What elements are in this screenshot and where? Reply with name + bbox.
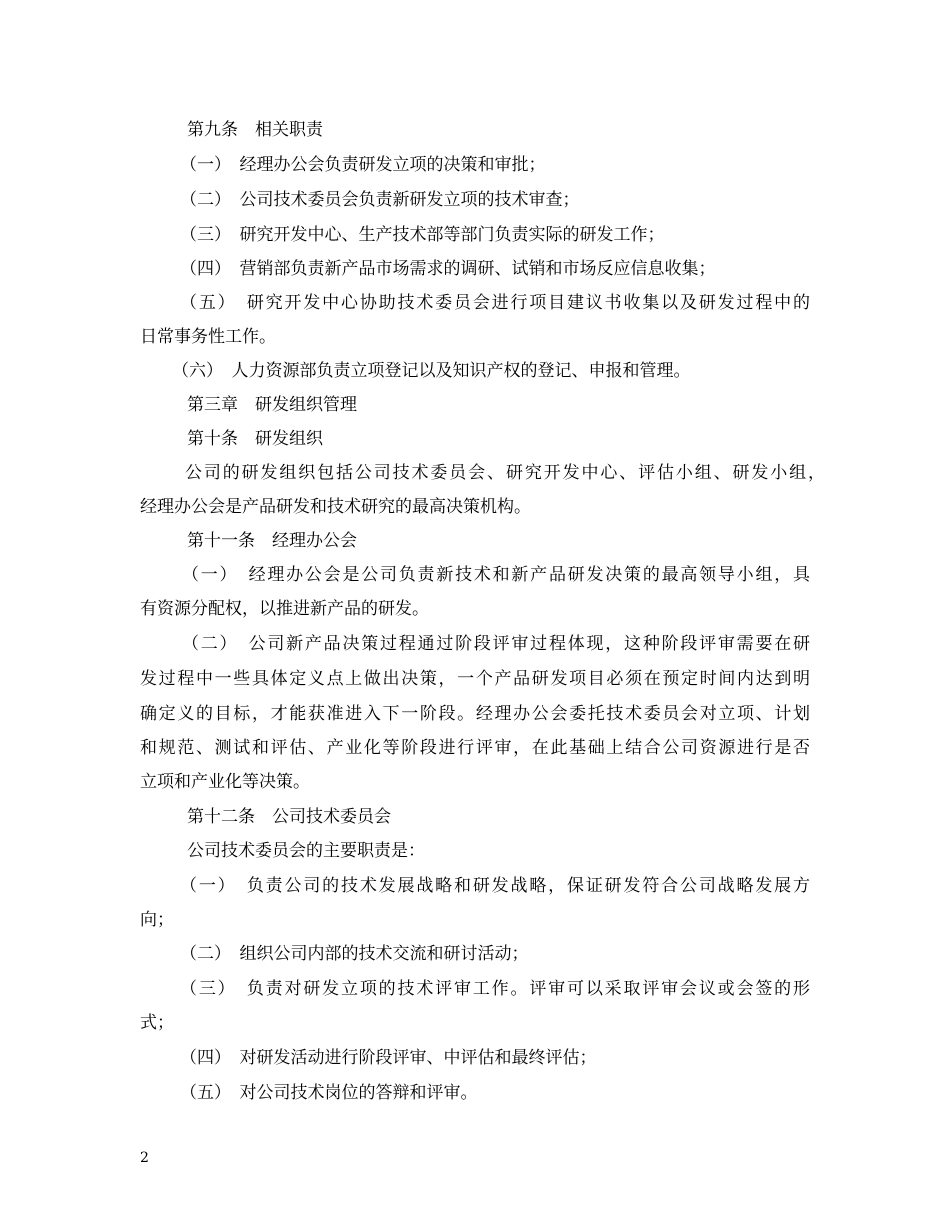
text-line: （五） 对公司技术岗位的答辩和评审。 [180,1083,478,1103]
text-line: 公司技术委员会的主要职责是： [187,841,425,861]
text-line: （三） 负责对研发立项的技术评审工作。评审可以采取评审会议或会签的形 [180,979,810,999]
article-9-heading: 第九条 相关职责 [187,120,323,140]
article-10-heading: 第十条 研发组织 [187,429,323,449]
text-line: （五） 研究开发中心协助技术委员会进行项目建议书收集以及研发过程中的 [180,293,810,313]
text-line: 式； [140,1013,174,1033]
text-line: 有资源分配权，以推进新产品的研发。 [140,599,429,619]
text-line: （一） 负责公司的技术发展战略和研发战略，保证研发符合公司战略发展方 [180,876,810,896]
chapter-3-heading: 第三章 研发组织管理 [187,395,357,415]
text-line: （三） 研究开发中心、生产技术部等部门负责实际的研发工作； [180,225,665,245]
text-line: （六） 人力资源部负责立项登记以及知识产权的登记、申报和管理。 [172,361,691,381]
text-line: （二） 公司新产品决策过程通过阶段评审过程体现，这种阶段评审需要在研 [182,634,810,654]
article-12-heading: 第十二条 公司技术委员会 [187,807,391,827]
article-11-heading: 第十一条 经理办公会 [187,531,357,551]
text-line: 经理办公会是产品研发和技术研究的最高决策机构。 [140,497,531,517]
text-line: （二） 公司技术委员会负责新研发立项的技术审查； [180,190,580,210]
text-line: 日常事务性工作。 [140,327,276,347]
page-number: 2 [140,1150,149,1166]
text-line: （一） 经理办公会负责研发立项的决策和审批； [180,155,546,175]
text-line: （一） 经理办公会是公司负责新技术和新产品研发决策的最高领导小组，具 [182,565,810,585]
text-line: （二） 组织公司内部的技术交流和研讨活动； [180,944,529,964]
text-line: （四） 营销部负责新产品市场需求的调研、试销和市场反应信息收集； [180,259,716,279]
text-line: 发过程中一些具体定义点上做出决策，一个产品研发项目必须在预定时间内达到明 [140,669,810,689]
text-line: 公司的研发组织包括公司技术委员会、研究开发中心、评估小组、研发小组， [185,463,825,483]
text-line: （四） 对研发活动进行阶段评审、中评估和最终评估； [180,1048,597,1068]
text-line: 向； [140,910,174,930]
text-line: 立项和产业化等决策。 [140,772,310,792]
text-line: 和规范、测试和评估、产业化等阶段进行评审，在此基础上结合公司资源进行是否 [140,738,810,758]
text-line: 确定义的目标，才能获准进入下一阶段。经理办公会委托技术委员会对立项、计划 [140,704,810,724]
